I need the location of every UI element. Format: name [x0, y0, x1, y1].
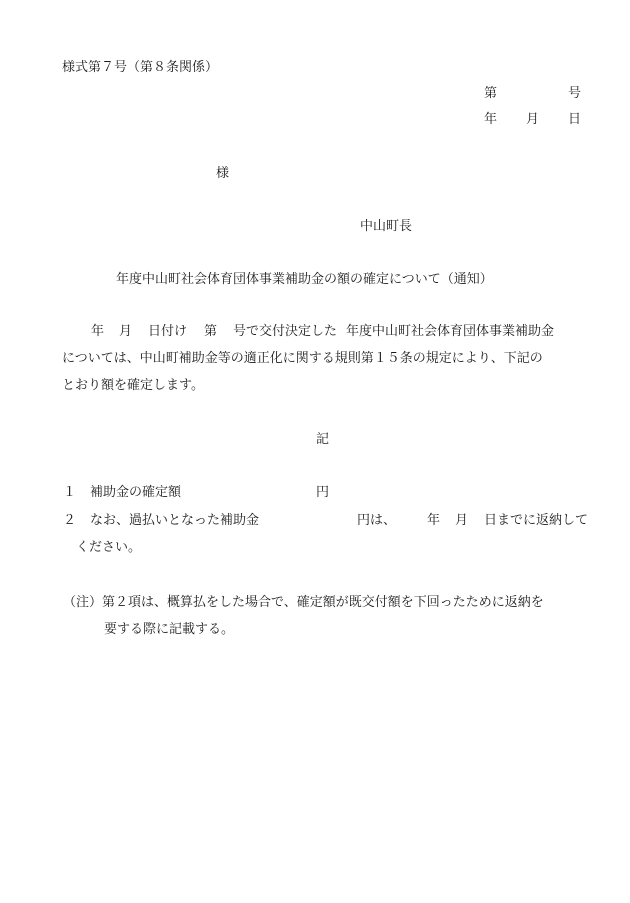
body-go-rest: 号で交付決定した — [233, 324, 338, 339]
item-2-cont: ください。 — [76, 540, 142, 555]
date-month: 月 — [526, 112, 540, 127]
note-line-1: （注）第２項は、概算払をした場合で、確定額が既交付額を下回ったために返納を — [63, 595, 544, 610]
body-month: 月 — [119, 324, 133, 339]
note-line-2: 要する際に記載する。 — [104, 622, 235, 637]
item-1-label: 補助金の確定額 — [90, 485, 182, 500]
body-line-2: については、中山町補助金等の適正化に関する規則第１５条の規定により、下記の — [62, 351, 543, 366]
item-2-year: 年 — [427, 513, 441, 528]
form-label: 様式第７号（第８条関係） — [62, 60, 219, 75]
body-year: 年 — [91, 324, 105, 339]
notice-title: 年度中山町社会体育団体事業補助金の額の確定について（通知） — [116, 272, 493, 287]
item-1-num: １ — [63, 485, 77, 500]
ki-heading: 記 — [316, 432, 330, 447]
date-year: 年 — [484, 112, 498, 127]
doc-number-go: 号 — [568, 86, 582, 101]
sender: 中山町長 — [360, 219, 413, 234]
addressee-suffix: 様 — [216, 166, 230, 181]
item-2-num: ２ — [63, 513, 77, 528]
item-2-unit: 円は、 — [357, 513, 397, 528]
item-2-month: 月 — [455, 513, 469, 528]
body-dai: 第 — [204, 324, 218, 339]
item-2-text: なお、過払いとなった補助金 — [90, 513, 260, 528]
doc-number-dai: 第 — [484, 86, 498, 101]
body-line-3: とおり額を確定します。 — [62, 378, 204, 393]
date-day: 日 — [568, 112, 582, 127]
item-2-tail: 日までに返納して — [484, 513, 589, 528]
body-date-text: 日付け — [148, 324, 188, 339]
item-1-unit: 円 — [316, 485, 330, 500]
body-line-1-tail: 年度中山町社会体育団体事業補助金 — [346, 324, 555, 339]
